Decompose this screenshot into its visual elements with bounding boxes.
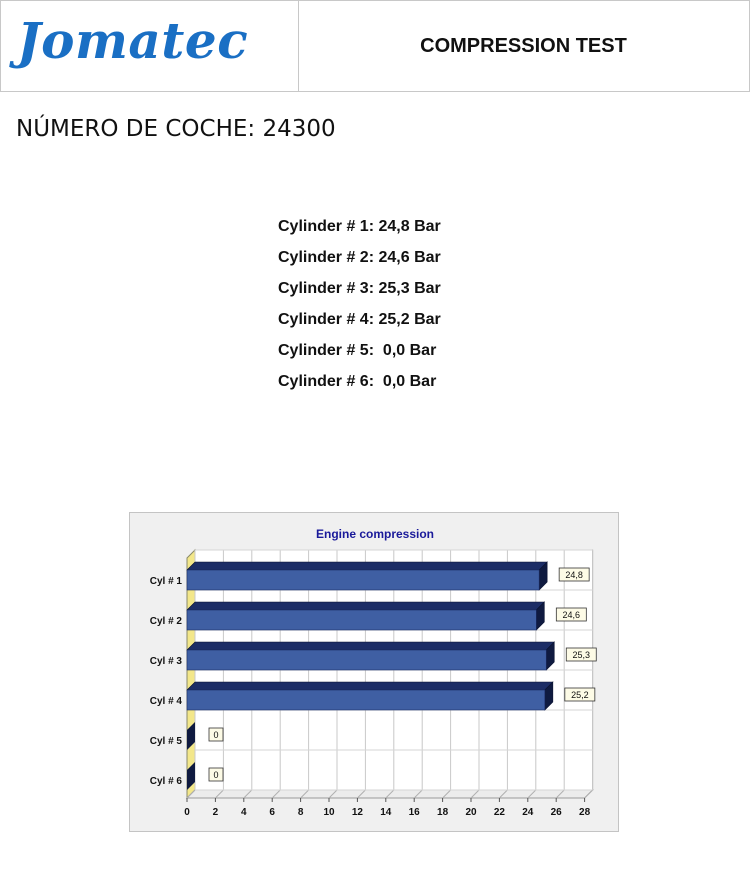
x-tick-label: 6 bbox=[269, 807, 275, 818]
bar bbox=[187, 690, 545, 710]
car-number: NÚMERO DE COCHE: 24300 bbox=[16, 116, 336, 142]
x-tick-label: 10 bbox=[323, 807, 335, 818]
cylinder-reading-1: Cylinder # 1: 24,8 Bar bbox=[278, 218, 441, 235]
x-tick-label: 28 bbox=[579, 807, 591, 818]
cylinder-reading-4: Cylinder # 4: 25,2 Bar bbox=[278, 311, 441, 328]
x-tick-label: 20 bbox=[465, 807, 477, 818]
data-label: 24,8 bbox=[565, 570, 583, 580]
y-tick-label: Cyl # 4 bbox=[149, 696, 182, 707]
cylinder-reading-6: Cylinder # 6: 0,0 Bar bbox=[278, 373, 437, 390]
bar-top bbox=[187, 562, 547, 570]
data-label: 0 bbox=[213, 770, 219, 780]
data-label: 25,2 bbox=[571, 690, 589, 700]
x-tick-label: 12 bbox=[351, 807, 363, 818]
x-tick-label: 24 bbox=[522, 807, 534, 818]
bar-top bbox=[187, 682, 553, 690]
x-tick-label: 18 bbox=[437, 807, 449, 818]
bar-top bbox=[187, 642, 554, 650]
y-tick-label: Cyl # 1 bbox=[149, 576, 182, 587]
x-tick-label: 2 bbox=[212, 807, 219, 818]
y-tick-label: Cyl # 6 bbox=[149, 776, 182, 787]
cylinder-reading-3: Cylinder # 3: 25,3 Bar bbox=[278, 280, 441, 297]
y-tick-label: Cyl # 3 bbox=[149, 656, 182, 667]
x-tick-label: 0 bbox=[184, 807, 190, 818]
data-label: 24,6 bbox=[562, 610, 581, 620]
y-tick-label: Cyl # 5 bbox=[149, 736, 182, 747]
bar-top bbox=[187, 602, 544, 610]
report-header bbox=[0, 0, 750, 92]
bar bbox=[187, 610, 536, 630]
x-tick-label: 8 bbox=[297, 807, 304, 818]
cylinder-reading-2: Cylinder # 2: 24,6 Bar bbox=[278, 249, 441, 266]
logo-cell bbox=[1, 1, 299, 91]
cylinder-reading-5: Cylinder # 5: 0,0 Bar bbox=[278, 342, 437, 359]
x-tick-label: 22 bbox=[493, 807, 505, 818]
x-tick-label: 26 bbox=[550, 807, 562, 818]
data-label: 25,3 bbox=[572, 650, 591, 660]
bar bbox=[187, 650, 546, 670]
company-logo: Jomatec bbox=[17, 11, 249, 70]
bar bbox=[187, 570, 539, 590]
engine-compression-chart bbox=[129, 512, 619, 832]
x-tick-label: 16 bbox=[408, 807, 420, 818]
x-tick-label: 4 bbox=[241, 807, 247, 818]
cylinder-readings bbox=[278, 216, 441, 402]
chart-title: Engine compression bbox=[315, 527, 435, 541]
x-tick-label: 14 bbox=[380, 807, 392, 818]
report-title: COMPRESSION TEST bbox=[420, 34, 627, 57]
data-label: 0 bbox=[213, 730, 219, 740]
chart-svg bbox=[130, 513, 620, 833]
y-tick-label: Cyl # 2 bbox=[149, 616, 182, 627]
